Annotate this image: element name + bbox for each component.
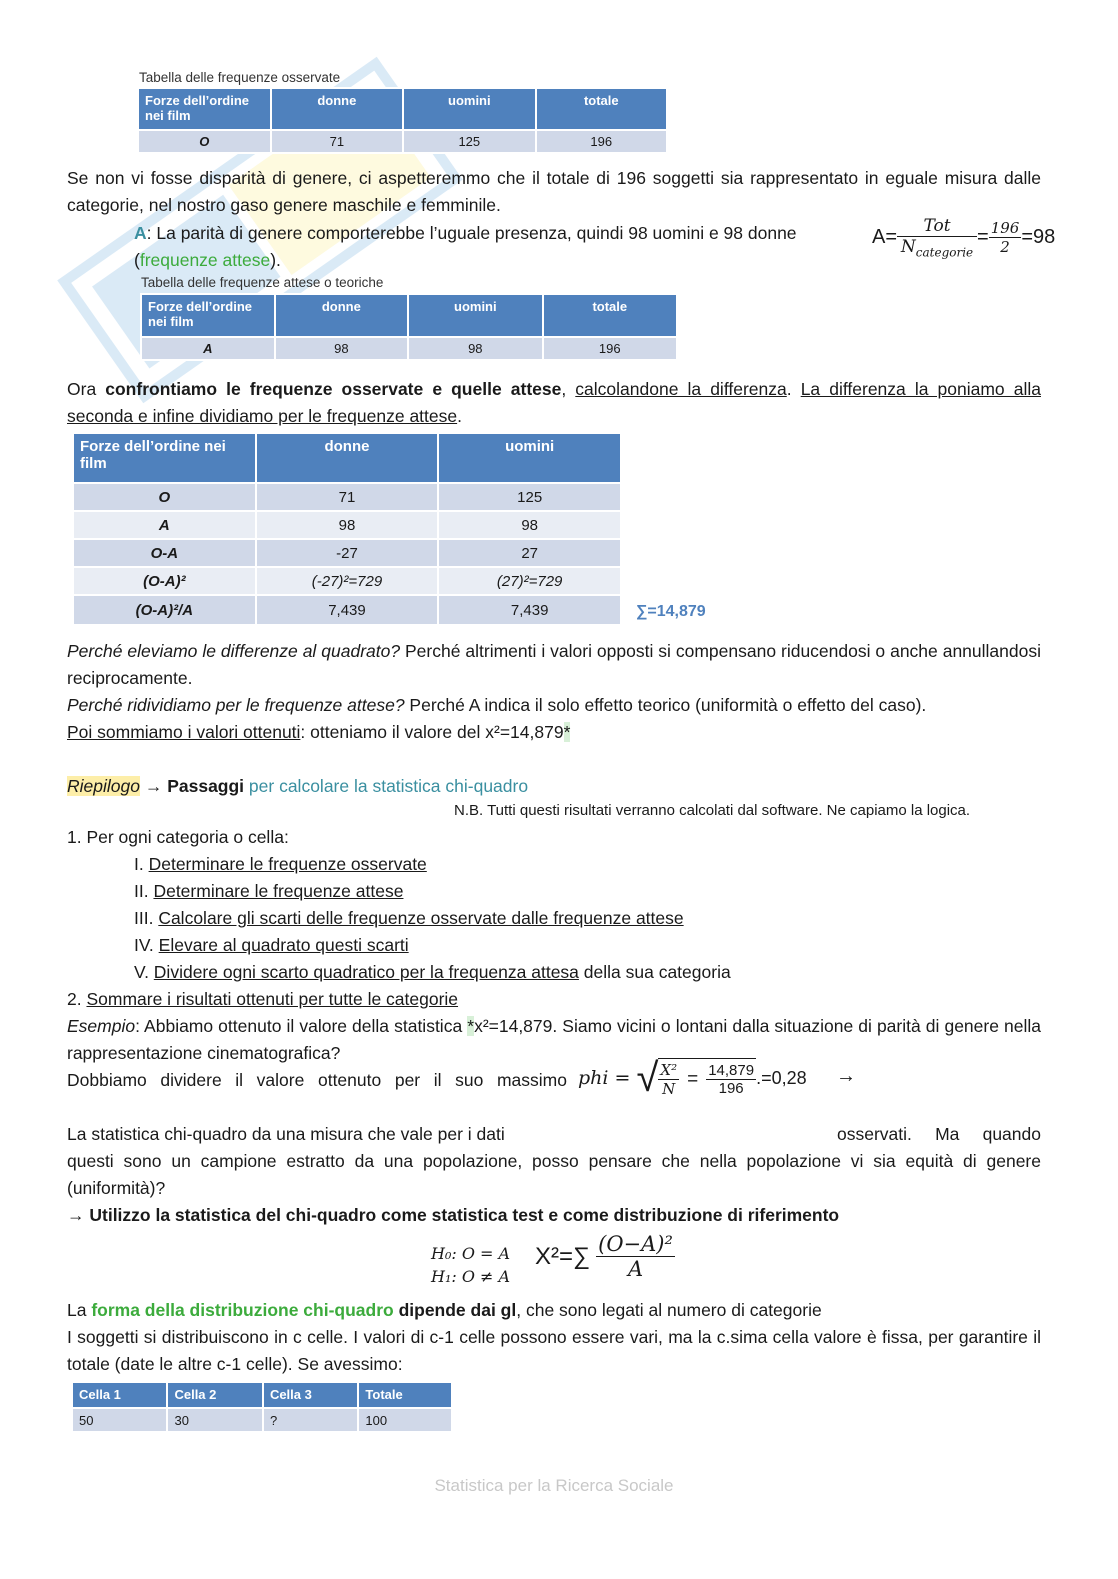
sum-value: ∑=14,879 bbox=[636, 603, 706, 620]
phi-arrow-icon: → bbox=[836, 1065, 856, 1087]
table4-cell: ? bbox=[263, 1408, 358, 1432]
table1-header-3: totale bbox=[536, 88, 667, 130]
step-2 bbox=[67, 986, 458, 1013]
list-item bbox=[134, 878, 1034, 905]
nb-note: N.B. Tutti questi risultati verranno calcolati dal software. Ne capiamo la logica. bbox=[454, 802, 971, 819]
list-item bbox=[134, 932, 1034, 959]
formula-a-num2: 196 bbox=[990, 219, 1020, 238]
phi-result: .=0,28 bbox=[756, 1067, 807, 1088]
sum-instruction: Poi sommiamo i valori ottenuti bbox=[67, 722, 301, 742]
list-item-num: V. bbox=[134, 962, 154, 982]
paragraph-why bbox=[67, 638, 1041, 746]
table1-header-0: Forze dell’ordine nei film bbox=[138, 88, 271, 130]
table3-cell: 125 bbox=[438, 483, 621, 511]
h0: H₀: O = A bbox=[431, 1244, 511, 1263]
table2-cell: 196 bbox=[543, 337, 677, 360]
expected-frequencies-table bbox=[140, 293, 678, 361]
compare-t1: Ora bbox=[67, 379, 106, 399]
table4-header: Totale bbox=[358, 1382, 452, 1408]
table3-cell: (27)²=729 bbox=[438, 567, 621, 595]
list-item-text: Determinare le frequenze attese bbox=[153, 881, 404, 901]
chi-square-computation-table bbox=[72, 432, 622, 626]
label-a: A bbox=[134, 223, 147, 243]
phi-num2: 14,879 bbox=[708, 1062, 755, 1079]
table3-cell: 98 bbox=[438, 511, 621, 539]
chi-num: (O−A)² bbox=[598, 1232, 673, 1256]
compare-t3: . bbox=[786, 379, 801, 399]
shape-bold: dipende dai gl bbox=[393, 1300, 517, 1320]
compare-t4: . bbox=[457, 406, 462, 426]
summary-bold: Passaggi bbox=[167, 776, 245, 796]
answer-divide: Perché A indica il solo effetto teorico (uniformità o effetto del caso). bbox=[404, 695, 927, 715]
formula-a-lhs: A= bbox=[872, 225, 898, 248]
table1-cell: 125 bbox=[403, 130, 535, 153]
distribution-shape bbox=[67, 1297, 1041, 1324]
table3-cell: -27 bbox=[256, 539, 439, 567]
table2-caption: Tabella delle frequenze attese o teoriche bbox=[141, 275, 384, 290]
page-footer: Statistica per la Ricerca Sociale bbox=[434, 1476, 674, 1495]
degrees-of-freedom-text: I soggetti si distribuiscono in c celle. I valori di c-1 celle possono essere vari, ma la c.sima cella valore è fissa, per garantire il totale (date le altre c-1 celle). Se avessimo: bbox=[67, 1327, 1041, 1374]
table1-cell: O bbox=[138, 130, 271, 153]
summary-heading bbox=[67, 773, 1041, 800]
phi-den2: 196 bbox=[718, 1080, 744, 1097]
cells-table bbox=[71, 1381, 453, 1433]
list-item-text: Elevare al quadrato questi scarti bbox=[158, 935, 409, 955]
formula-a-num: Tot bbox=[897, 216, 977, 237]
table4-header: Cella 3 bbox=[263, 1382, 358, 1408]
table3-cell: (O-A)²/A bbox=[73, 595, 256, 625]
sqrt-icon: √ bbox=[636, 1055, 659, 1101]
table2-header-2: uomini bbox=[408, 294, 542, 337]
paragraph-disparity: Se non vi fosse disparità di genere, ci aspetteremmo che il totale di 196 soggetti sia rappresentato in eguale misura dalle categorie, nel nostro gaso genere maschile e femminile. bbox=[67, 168, 1041, 215]
expected-frequencies-term: frequenze attese bbox=[139, 250, 271, 270]
phi-num1: X² bbox=[660, 1061, 678, 1079]
list-item-rest: della sua categoria bbox=[578, 962, 731, 982]
compare-underline-1: calcolandone la differenza bbox=[575, 379, 787, 399]
formula-a-eq: = bbox=[977, 225, 989, 248]
phi-den1: N bbox=[662, 1080, 676, 1098]
h1: H₁: O ≠ A bbox=[431, 1267, 511, 1286]
example-text2: x²=14,879. Siamo vicini o lontani dalla situazione di parità di genere nella rappresentazione cinematografica? bbox=[67, 1016, 1041, 1063]
list-item-text: Calcolare gli scarti delle frequenze osservate dalle frequenze attese bbox=[158, 908, 684, 928]
para5-start: La statistica chi-quadro da una misura che vale per i dati bbox=[67, 1124, 505, 1144]
list-item-text: Dividere ogni scarto quadratico per la frequenza attesa bbox=[153, 962, 579, 982]
table3-header-1: donne bbox=[256, 433, 439, 483]
table3-cell: O bbox=[73, 483, 256, 511]
list-item bbox=[134, 905, 1034, 932]
parity-text: : La parità di genere comporterebbe l’uguale presenza, quindi 98 uomini e 98 donne ( bbox=[134, 223, 797, 270]
formula-a-result: =98 bbox=[1021, 225, 1056, 248]
hypotheses bbox=[431, 1242, 510, 1288]
table3-cell: O-A bbox=[73, 539, 256, 567]
table1-header-2: uomini bbox=[403, 88, 535, 130]
table3-cell: A bbox=[73, 511, 256, 539]
table3-cell: (-27)²=729 bbox=[256, 567, 439, 595]
list-item bbox=[134, 851, 1034, 878]
footnote-star: * bbox=[563, 722, 571, 742]
table2-header-3: totale bbox=[543, 294, 677, 337]
table3-cell: 7,439 bbox=[438, 595, 621, 625]
paragraph-compare bbox=[67, 376, 1041, 430]
table3-cell: 98 bbox=[256, 511, 439, 539]
table1-header-1: donne bbox=[271, 88, 403, 130]
example-star: * bbox=[467, 1016, 475, 1036]
list-item bbox=[134, 959, 1034, 986]
step-2-num: 2. bbox=[67, 989, 87, 1009]
step-list bbox=[134, 851, 1034, 986]
observed-frequencies-table bbox=[137, 87, 668, 154]
compare-t2: , bbox=[561, 379, 576, 399]
phi-text: Dobbiamo dividere il valore ottenuto per il suo massimo bbox=[67, 1070, 567, 1090]
table4-header: Cella 2 bbox=[167, 1382, 262, 1408]
phi-formula bbox=[578, 1055, 807, 1101]
formula-a-den-sub: categorie bbox=[915, 245, 974, 260]
example-paragraph bbox=[67, 1013, 1041, 1067]
list-item-num: IV. bbox=[134, 935, 159, 955]
step-1: 1. Per ogni categoria o cella: bbox=[67, 827, 289, 847]
summary-teal: per calcolare la statistica chi-quadro bbox=[244, 776, 529, 796]
question-divide: Perché ridividiamo per le frequenze attese? bbox=[67, 695, 405, 715]
phi-eq: = bbox=[687, 1068, 699, 1090]
example-label: Esempio bbox=[67, 1016, 136, 1036]
step-2-text: Sommare i risultati ottenuti per tutte le categorie bbox=[86, 989, 459, 1009]
parity-end: ). bbox=[270, 250, 281, 270]
table2-cell: A bbox=[141, 337, 275, 360]
summary-label: Riepilogo bbox=[67, 776, 140, 796]
table2-cell: 98 bbox=[275, 337, 408, 360]
shape-green: forma della distribuzione chi-quadro bbox=[91, 1300, 394, 1320]
shape-t1: La bbox=[67, 1300, 92, 1320]
list-item-text: Determinare le frequenze osservate bbox=[148, 854, 427, 874]
phi-lhs: phi = bbox=[578, 1067, 631, 1089]
table3-cell: 7,439 bbox=[256, 595, 439, 625]
chi-den: A bbox=[627, 1257, 644, 1281]
sum-result: : otteniamo il valore del x²=14,879 bbox=[300, 722, 564, 742]
list-item-num: I. bbox=[134, 854, 149, 874]
table1-caption: Tabella delle frequenze osservate bbox=[139, 70, 341, 85]
chi-lhs: X²=∑ bbox=[535, 1242, 591, 1270]
table3-header-0: Forze dell’ordine nei film bbox=[73, 433, 256, 483]
question-square: Perché eleviamo le differenze al quadrato? bbox=[67, 641, 401, 661]
formula-a-den: N bbox=[900, 237, 916, 257]
table1-cell: 71 bbox=[271, 130, 403, 153]
shape-t2: , che sono legati al numero di categorie bbox=[516, 1300, 822, 1320]
table3-header-2: uomini bbox=[438, 433, 621, 483]
table1-cell: 196 bbox=[536, 130, 667, 153]
test-statistic-heading: → Utilizzo la statistica del chi-quadro come statistica test e come distribuzione di riferimento bbox=[67, 1205, 840, 1225]
formula-a-den2: 2 bbox=[1000, 238, 1010, 257]
para5-rest: osservati. Ma quando questi sono un campione estratto da una popolazione, posso pensare che nella popolazione vi sia equità di genere (uniformità)? bbox=[67, 1124, 1041, 1198]
table4-header: Cella 1 bbox=[72, 1382, 167, 1408]
sqrt-body bbox=[658, 1058, 756, 1098]
chi-square-formula bbox=[535, 1232, 675, 1281]
table2-header-0: Forze dell’ordine nei film bbox=[141, 294, 275, 337]
table4-cell: 30 bbox=[167, 1408, 262, 1432]
table4-cell: 50 bbox=[72, 1408, 167, 1432]
example-text: : Abbiamo ottenuto il valore della statistica bbox=[135, 1016, 468, 1036]
paragraph-parity bbox=[134, 220, 862, 274]
table2-header-1: donne bbox=[275, 294, 408, 337]
list-item-num: II. bbox=[134, 881, 154, 901]
answer-square: Perché altrimenti i valori opposti si compensano riducendosi o anche annullandosi reciprocamente. bbox=[67, 641, 1041, 688]
compare-bold: confrontiamo le frequenze osservate e quelle attese bbox=[105, 379, 562, 399]
formula-expected bbox=[872, 216, 1055, 259]
table3-cell: 71 bbox=[256, 483, 439, 511]
list-item-num: III. bbox=[134, 908, 159, 928]
table4-cell: 100 bbox=[358, 1408, 452, 1432]
table3-cell: (O-A)² bbox=[73, 567, 256, 595]
table2-cell: 98 bbox=[408, 337, 542, 360]
compare-underline-2: La differenza la poniamo alla seconda e infine dividiamo per le frequenze attese bbox=[67, 379, 1041, 426]
table3-cell: 27 bbox=[438, 539, 621, 567]
summary-arrow: → bbox=[139, 776, 168, 796]
